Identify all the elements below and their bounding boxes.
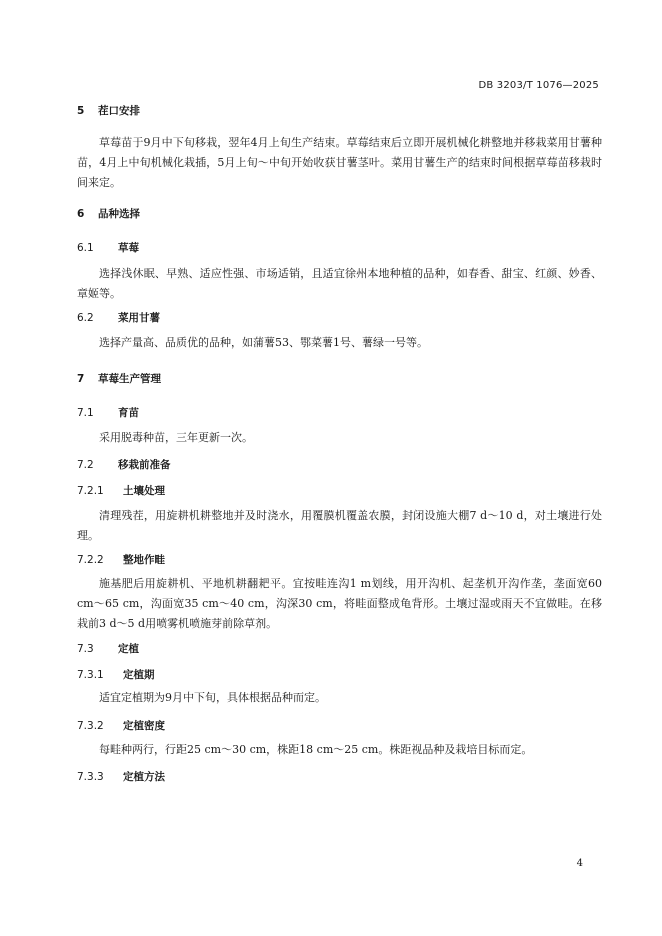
- heading-section-7-1: [77, 405, 139, 420]
- heading-section-7-3: [77, 641, 139, 656]
- heading-title: 定植期: [123, 669, 155, 681]
- heading-title: 土壤处理: [123, 485, 165, 497]
- heading-number: 6: [77, 208, 85, 220]
- heading-section-7-3-2: [77, 718, 165, 733]
- paragraph-section-7-2-1: 清理残茬，用旋耕机耕整地并及时浇水，用覆膜机覆盖农膜，封闭设施大棚7 d～10 d，对土壤进行处理。: [77, 509, 602, 542]
- heading-section-7-2: [77, 457, 171, 472]
- paragraph-section-6-1: 选择浅休眠、早熟、适应性强、市场适销，且适宜徐州本地种植的品种，如春香、甜宝、红颜、妙香、章姬等。: [77, 267, 602, 300]
- heading-number: 7.3.3: [77, 771, 104, 783]
- heading-section-7-3-3: [77, 769, 165, 784]
- heading-number: 7.3.1: [77, 669, 104, 681]
- heading-number: 7.3: [77, 643, 94, 655]
- heading-title: 育苗: [118, 407, 139, 419]
- heading-title: 整地作畦: [123, 554, 165, 566]
- heading-section-6-1: [77, 240, 139, 255]
- paragraph-section-5: 草莓苗于9月中下旬移栽，翌年4月上旬生产结束。草莓结束后立即开展机械化耕整地并移栽菜用甘薯种苗，4月上中旬机械化栽插，5月上旬～中旬开始收获甘薯茎叶。菜用甘薯生产的结束时间根据草莓苗移栽时间来定。: [77, 136, 602, 189]
- paragraph-section-7-1: 采用脱毒种苗，三年更新一次。: [99, 431, 253, 444]
- heading-section-6-2: [77, 310, 160, 325]
- document-number: DB 3203/T 1076—2025: [478, 80, 599, 91]
- heading-number: 6.1: [77, 242, 94, 254]
- heading-section-7: [77, 371, 161, 386]
- paragraph-section-7-3-1: 适宜定植期为9月中下旬，具体根据品种而定。: [99, 691, 326, 704]
- heading-title: 草莓: [118, 242, 139, 254]
- heading-number: 7.3.2: [77, 720, 104, 732]
- heading-section-7-3-1: [77, 667, 155, 682]
- heading-number: 7.2.2: [77, 554, 104, 566]
- page-number: 4: [576, 858, 583, 869]
- paragraph-section-7-2-2: 施基肥后用旋耕机、平地机耕翻耙平。宜按畦连沟1 m划线，用开沟机、起垄机开沟作垄，垄面宽60 cm～65 cm，沟面宽35 cm～40 cm，沟深30 cm，将畦面整成龟背形。土壤过湿或雨天不宜做畦。在移栽前3 d～5 d用喷雾机喷施芽前除草剂。: [77, 577, 602, 630]
- heading-title: 品种选择: [98, 208, 140, 220]
- heading-title: 茬口安排: [98, 105, 140, 117]
- heading-number: 5: [77, 105, 85, 117]
- heading-number: 6.2: [77, 312, 94, 324]
- heading-number: 7.2.1: [77, 485, 104, 497]
- heading-title: 定植密度: [123, 720, 165, 732]
- heading-title: 定植方法: [123, 771, 165, 783]
- paragraph-section-6-2: 选择产量高、品质优的品种，如蒲薯53、鄂菜薯1号、薯绿一号等。: [99, 336, 428, 349]
- heading-number: 7.2: [77, 459, 94, 471]
- heading-section-6: [77, 206, 140, 221]
- heading-title: 定植: [118, 643, 139, 655]
- heading-title: 草莓生产管理: [98, 373, 161, 385]
- heading-number: 7.1: [77, 407, 94, 419]
- heading-number: 7: [77, 373, 85, 385]
- heading-title: 移栽前准备: [118, 459, 171, 471]
- heading-title: 菜用甘薯: [118, 312, 160, 324]
- heading-section-7-2-1: [77, 483, 165, 498]
- heading-section-5: [77, 103, 140, 118]
- paragraph-section-7-3-2: 每畦种两行，行距25 cm～30 cm，株距18 cm～25 cm。株距视品种及栽培目标而定。: [99, 743, 533, 756]
- heading-section-7-2-2: [77, 552, 165, 567]
